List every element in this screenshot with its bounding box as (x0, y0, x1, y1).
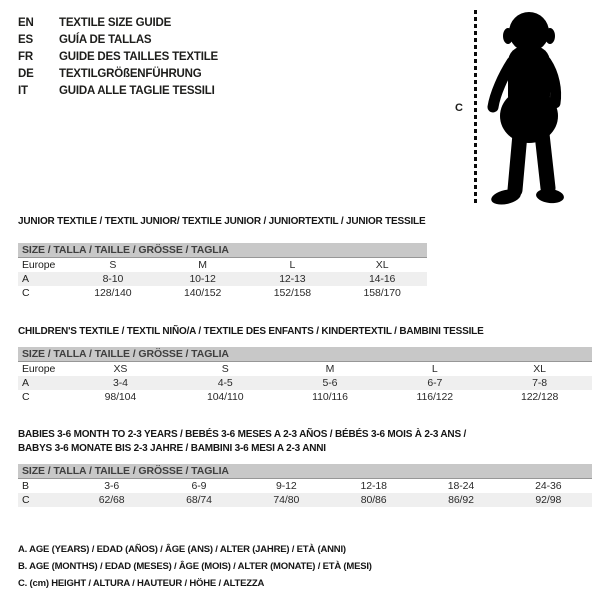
table-title-line: BABYS 3-6 MONATE BIS 2-3 JAHRE / BAMBINI 3-6 MESI A 2-3 ANNI (18, 443, 326, 454)
size-value-cell: 62/68 (68, 493, 155, 507)
size-header-row (18, 347, 592, 362)
row-label: A (18, 376, 68, 390)
size-table-row (18, 362, 592, 377)
size-value-cell: 8-10 (68, 272, 158, 286)
row-label: C (22, 287, 30, 299)
size-value-cell: 128/140 (94, 287, 132, 299)
language-row (18, 32, 218, 49)
row-label: Europe (22, 259, 56, 271)
size-value-cell: 3-6 (104, 480, 120, 492)
row-label: B (22, 480, 29, 492)
size-value-cell: S (109, 259, 117, 271)
language-code: DE (18, 68, 34, 80)
language-row (18, 49, 218, 66)
language-row (18, 83, 218, 100)
size-value-cell: 14-16 (337, 272, 427, 286)
size-value-cell: XS (113, 363, 128, 375)
junior-textile-section (18, 215, 427, 300)
size-value-cell: S (221, 363, 229, 375)
language-label: TEXTILE SIZE GUIDE (59, 17, 172, 29)
language-row (18, 15, 218, 32)
size-value-cell: XL (375, 259, 389, 271)
size-value-cell: 116/122 (416, 391, 454, 403)
size-value-cell: 9-12 (276, 480, 297, 492)
footnote-line: A. AGE (YEARS) / EDAD (AÑOS) / ÂGE (ANS) / ALTER (JAHRE) / ETÀ (ANNI) (18, 544, 346, 555)
size-header-cell: SIZE / TALLA / TAILLE / GRÖSSE / TAGLIA (18, 243, 427, 258)
size-value-cell: 12-13 (248, 272, 338, 286)
footnotes (18, 541, 372, 592)
size-value-cell: M (325, 363, 335, 375)
row-label: Europe (22, 363, 56, 375)
size-value-cell: 80/86 (330, 493, 417, 507)
children-table-title (18, 325, 592, 339)
size-table-row (18, 376, 592, 390)
size-table-row (18, 258, 427, 273)
children-textile-section (18, 325, 592, 404)
row-label: A (18, 272, 68, 286)
language-row (18, 66, 218, 83)
babies-size-table (18, 464, 592, 507)
size-value-cell: 6-9 (191, 480, 207, 492)
table-title-line: CHILDREN'S TEXTILE / TEXTIL NIÑO/A / TEXTILE DES ENFANTS / KINDERTEXTIL / BAMBINI TESSILE (18, 326, 484, 337)
size-table-row (18, 286, 427, 300)
language-code: ES (18, 34, 33, 46)
footnote-line: C. (cm) HEIGHT / ALTURA / HAUTEUR / HÖHE / ALTEZZA (18, 578, 265, 589)
size-header-row (18, 464, 592, 479)
table-title-line: BABIES 3-6 MONTH TO 2-3 YEARS / BEBÉS 3-6 MESES A 2-3 AÑOS / BÉBÉS 3-6 MOIS À 2-3 ANS / (18, 429, 467, 440)
size-header-row (18, 243, 427, 258)
size-value-cell: 6-7 (382, 376, 487, 390)
size-header-cell: SIZE / TALLA / TAILLE / GRÖSSE / TAGLIA (18, 347, 592, 362)
size-value-cell: 98/104 (104, 391, 137, 403)
footnote-line: B. AGE (MONTHS) / EDAD (MESES) / ÂGE (MOIS) / ALTER (MONATE) / ETÀ (MESI) (18, 561, 372, 572)
size-value-cell: 74/80 (243, 493, 330, 507)
size-value-cell: 68/74 (155, 493, 242, 507)
size-value-cell: 86/92 (417, 493, 504, 507)
size-value-cell: XL (533, 363, 546, 375)
size-value-cell: 110/116 (312, 391, 348, 403)
language-code: EN (18, 17, 34, 29)
row-label: C (18, 493, 68, 507)
language-label: GUIDA ALLE TAGLIE TESSILI (59, 85, 215, 97)
language-label: GUIDE DES TAILLES TEXTILE (59, 51, 218, 63)
size-value-cell: 104/110 (206, 391, 244, 403)
size-value-cell: L (289, 259, 296, 271)
size-value-cell: 12-18 (360, 480, 387, 492)
size-value-cell: 10-12 (158, 272, 248, 286)
size-value-cell: 158/170 (363, 287, 401, 299)
size-table-row (18, 479, 592, 494)
table-title-line: JUNIOR TEXTILE / TEXTIL JUNIOR/ TEXTILE JUNIOR / JUNIORTEXTIL / JUNIOR TESSILE (18, 216, 426, 227)
height-measure-dashed-line (474, 10, 477, 204)
size-table-row (18, 493, 592, 507)
babies-textile-section (18, 428, 592, 507)
size-value-cell: 3-4 (68, 376, 173, 390)
junior-size-table (18, 243, 427, 300)
measurement-figure (450, 0, 600, 215)
row-label: C (22, 391, 30, 403)
size-value-cell: 7-8 (487, 376, 592, 390)
language-code: FR (18, 51, 33, 63)
size-value-cell: L (431, 363, 438, 375)
children-size-table (18, 347, 592, 404)
size-value-cell: 18-24 (447, 480, 475, 492)
size-header-cell: SIZE / TALLA / TAILLE / GRÖSSE / TAGLIA (18, 464, 592, 479)
size-value-cell: 4-5 (173, 376, 278, 390)
size-value-cell: M (198, 259, 207, 271)
size-value-cell: 24-36 (535, 480, 562, 492)
size-value-cell: 152/158 (273, 287, 311, 299)
language-code: IT (18, 85, 28, 97)
babies-table-title (18, 428, 592, 456)
height-measure-label: C (455, 102, 463, 114)
language-header (18, 15, 218, 100)
size-table-row (18, 272, 427, 286)
size-value-cell: 5-6 (278, 376, 383, 390)
size-table-row (18, 390, 592, 404)
size-value-cell: 140/152 (183, 287, 222, 299)
toddler-silhouette-image (484, 10, 576, 208)
size-value-cell: 122/128 (520, 391, 559, 403)
language-label: TEXTILGRÖßENFÜHRUNG (59, 68, 202, 80)
junior-table-title (18, 215, 427, 229)
size-value-cell: 92/98 (505, 493, 592, 507)
language-label: GUÍA DE TALLAS (59, 34, 152, 46)
